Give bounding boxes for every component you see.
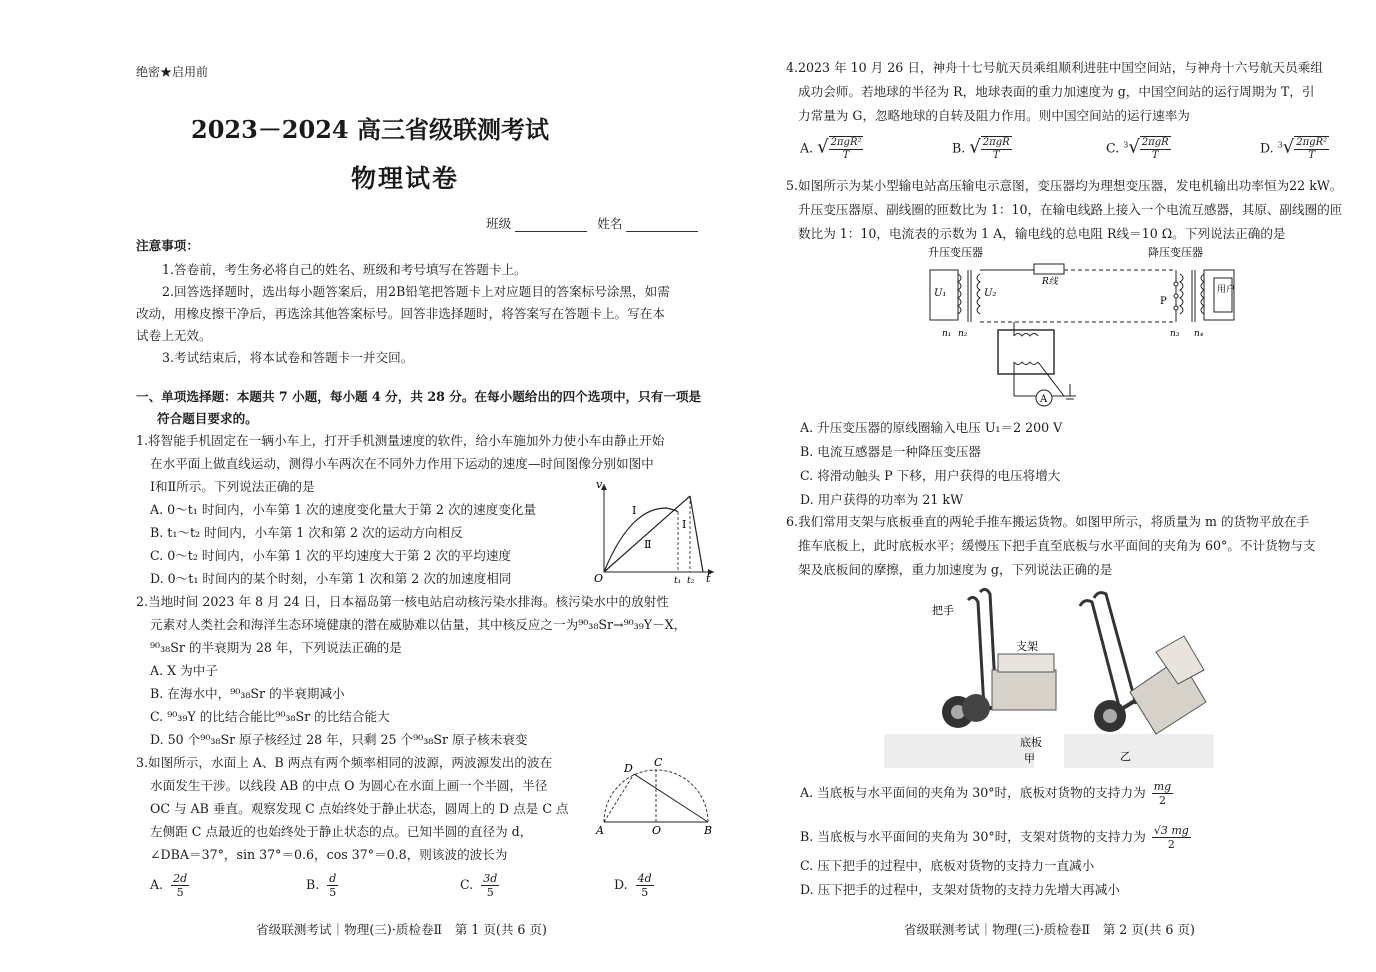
q6-option-a: A. 当底板与水平面间的夹角为 30°时，底板对货物的支持力为 $\frac{mg}{2}$ (800, 780, 1172, 807)
confidential-label: 绝密★启用前 (136, 65, 209, 79)
exam-title: 2023－2024 高三省级联测考试 (191, 115, 549, 144)
q1-option-b: B. t₁～t₂ 时间内，小车第 1 次和第 2 次的运动方向相反 (150, 525, 463, 540)
question-4-text: 4.2023 年 10 月 26 日，神舟十七号航天员乘组顺利进驻中国空间站，与神舟十六号航天员乘组 (786, 60, 1323, 75)
graph-v-label: v (596, 478, 603, 491)
q1-vt-graph (590, 478, 718, 584)
notice-line: 3.考试结束后，将本试卷和答题卡一并交回。 (162, 350, 414, 365)
curve-i-label: Ⅰ (632, 504, 637, 517)
notice-heading: 注意事项： (136, 238, 199, 253)
q3-option-d: D. $\frac{4d}{5}$ (614, 872, 652, 899)
q2-option-a: A. X 为中子 (150, 663, 218, 678)
q1-option-a: A. 0～t₁ 时间内，小车第 1 次的速度变化量大于第 2 次的速度变化量 (150, 502, 537, 517)
q5-option-c: C. 将滑动触头 P 下移，用户获得的电压将增大 (800, 468, 1061, 483)
u2-label: U₂ (984, 288, 997, 299)
q1-option-d: D. 0～t₁ 时间内的某个时刻，小车第 1 次和第 2 次的加速度相同 (150, 571, 512, 586)
q5-option-b: B. 电流互感器是一种降压变压器 (800, 444, 981, 459)
question-2-text: 元素对人类社会和海洋生态环境健康的潜在威胁难以估量，其中核反应之一为⁹⁰₃₈Sr→⁹⁰₃₉Y－X， (150, 617, 687, 632)
question-4-text: 成功会师。若地球的半径为 R，地球表面的重力加速度为 g，中国空间站的运行周期为 T，引 (798, 84, 1315, 99)
q4-option-d: D. $^3$√ 2πgR² T (1260, 136, 1328, 161)
question-3-text: 3.如图所示，水面上 A、B 两点有两个频率相同的波源，两波源发出的波在 (136, 755, 553, 770)
question-3-text: ∠DBA＝37°，sin 37°＝0.6，cos 37°＝0.8，则该波的波长为 (150, 847, 508, 862)
curve-ii-label: Ⅱ (644, 538, 652, 551)
q1-option-c: C. 0～t₂ 时间内，小车第 1 次的平均速度大于第 2 次的平均速度 (150, 548, 512, 563)
q2-option-d: D. 50 个⁹⁰₃₈Sr 原子核经过 28 年，只剩 25 个⁹⁰₃₈Sr 原子核未衰变 (150, 732, 528, 747)
r-line-label: R线 (1042, 277, 1058, 287)
question-1-text: 1.将智能手机固定在一辆小车上，打开手机测量速度的软件，给小车施加外力使小车由静止开始 (136, 433, 665, 448)
q5-option-a: A. 升压变压器的原线圈输入电压 U₁＝2 200 V (800, 420, 1063, 435)
graph-t-label: t (706, 572, 711, 584)
point-b-label: B (704, 824, 713, 836)
name-blank (626, 219, 698, 232)
q5-circuit-diagram (924, 244, 1244, 412)
n2-label: n₂ (958, 329, 968, 339)
point-o-label: O (652, 824, 662, 836)
slider-p-label: P (1160, 296, 1167, 307)
q4-option-a: A. √ 2πgR² T (800, 136, 862, 161)
point-d-label: D (624, 762, 633, 775)
q5-option-d: D. 用户获得的功率为 21 kW (800, 492, 964, 507)
q2-option-c: C. ⁹⁰₃₉Y 的比结合能比⁹⁰₃₈Sr 的比结合能大 (150, 709, 390, 724)
step-up-label: 升压变压器 (928, 246, 983, 259)
graph-t1-label: t₁ (674, 576, 682, 584)
exam-page-2 (720, 0, 1376, 972)
notice-line: 2.回答选择题时，选出每小题答案后，用2B铅笔把答题卡上对应题目的答案标号涂黑，如需 (162, 284, 670, 299)
question-2-text: 2.当地时间 2023 年 8 月 24 日，日本福岛第一核电站启动核污染水排海。核污染水中的放射性 (136, 594, 669, 609)
q3-semicircle-diagram (594, 752, 718, 836)
graph-t2-label: t₂ (687, 576, 695, 584)
user-label: 用户 (1217, 285, 1236, 295)
q4-option-b: B. √ 2πgR T (952, 136, 1010, 161)
notice-line: 试卷上无效。 (136, 328, 212, 343)
q6-option-b: B. 当底板与水平面间的夹角为 30°时，支架对货物的支持力为 $\frac{√3 mg}{2}$ (800, 824, 1189, 851)
n3-label: n₃ (1170, 329, 1180, 339)
notice-line: 改动，用橡皮擦干净后，再选涂其他答案标号。回答非选择题时，将答案写在答题卡上。写在本 (136, 306, 665, 321)
n4-label: n₄ (1194, 329, 1204, 339)
n1-label: n₁ (942, 329, 952, 339)
name-label: 姓名 (597, 216, 623, 231)
section-heading: 符合题目要求的。 (157, 411, 258, 426)
question-3-text: 左侧距 C 点最近的也始终处于静止状态的点。已知半圆的直径为 d， (150, 824, 533, 839)
page-1-footer: 省级联测考试｜物理(三)·质检卷Ⅱ 第 1 页(共 6 页) (256, 922, 547, 937)
class-blank (515, 219, 587, 232)
q3-option-b: B. $\frac{d}{5}$ (306, 872, 337, 899)
figure-yi-label: 乙 (1120, 750, 1131, 763)
class-label: 班级 (486, 216, 512, 231)
q3-option-a: A. $\frac{2d}{5}$ (150, 872, 188, 899)
base-label: 底板 (1020, 736, 1042, 749)
question-6-text: 6.我们常用支架与底板垂直的两轮手推车搬运货物。如图甲所示，将质量为 m 的货物平放在手 (786, 514, 1310, 529)
curve-i-label-2: Ⅰ (682, 518, 687, 531)
page-2-footer: 省级联测考试｜物理(三)·质检卷Ⅱ 第 2 页(共 6 页) (904, 922, 1195, 937)
u1-label: U₁ (934, 288, 947, 299)
q6-hand-truck-figure (884, 584, 1244, 768)
q3-option-c: C. $\frac{3d}{5}$ (460, 872, 498, 899)
question-3-text: 水面发生干涉。以线段 AB 的中点 O 为圆心在水面上画一个半圆，半径 (150, 778, 548, 793)
ammeter-label: A (1040, 394, 1048, 405)
question-1-text: 在水平面上做直线运动，测得小车两次在不同外力作用下运动的速度—时间图像分别如图中 (150, 456, 654, 471)
q4-option-c: C. $^3$√ 2πgR T (1106, 136, 1169, 161)
question-5-text: 数比为 1：10，电流表的示数为 1 A，输电线的总电阻 R线＝10 Ω。下列说法正确的是 (798, 226, 1286, 241)
question-2-text: ⁹⁰₃₈Sr 的半衰期为 28 年，下列说法正确的是 (150, 640, 402, 655)
question-3-text: OC 与 AB 垂直。观察发现 C 点始终处于静止状态，圆周上的 D 点是 C 点 (150, 801, 569, 816)
question-1-text: Ⅰ和Ⅱ所示。下列说法正确的是 (150, 479, 315, 494)
question-6-text: 推车底板上，此时底板水平；缓慢压下把手直至底板与水平面间的夹角为 60°。不计货物与支 (798, 538, 1316, 553)
question-5-text: 5.如图所示为某小型输电站高压输电示意图，变压器均为理想变压器，发电机输出功率恒为22 kW。 (786, 178, 1343, 193)
point-a-label: A (596, 824, 604, 836)
section-heading: 一、单项选择题：本题共 7 小题，每小题 4 分，共 28 分。在每小题给出的四个选项中，只有一项是 (136, 389, 702, 404)
handle-label: 把手 (932, 604, 954, 617)
point-c-label: C (654, 756, 663, 769)
graph-origin-label: O (594, 572, 604, 584)
figure-jia-label: 甲 (1024, 752, 1035, 765)
question-4-text: 力常量为 G，忽略地球的自转及阻力作用。则中国空间站的运行速率为 (798, 108, 1190, 123)
step-down-label: 降压变压器 (1148, 246, 1203, 259)
subject-title: 物理试卷 (350, 164, 459, 193)
q2-option-b: B. 在海水中，⁹⁰₃₈Sr 的半衰期减小 (150, 686, 345, 701)
q6-option-c: C. 压下把手的过程中，底板对货物的支持力一直减小 (800, 858, 1095, 873)
q6-option-d: D. 压下把手的过程中，支架对货物的支持力先增大再减小 (800, 882, 1120, 897)
notice-line: 1.答卷前，考生务必将自己的姓名、班级和考号填写在答题卡上。 (162, 262, 527, 277)
bracket-label: 支架 (1016, 640, 1038, 653)
question-6-text: 架及底板间的摩擦，重力加速度为 g，下列说法正确的是 (798, 562, 1113, 577)
class-name-fields (486, 216, 708, 232)
question-5-text: 升压变压器原、副线圈的匝数比为 1：10，在输电线路上接入一个电流互感器，其原、副线圈的匝 (798, 202, 1343, 217)
